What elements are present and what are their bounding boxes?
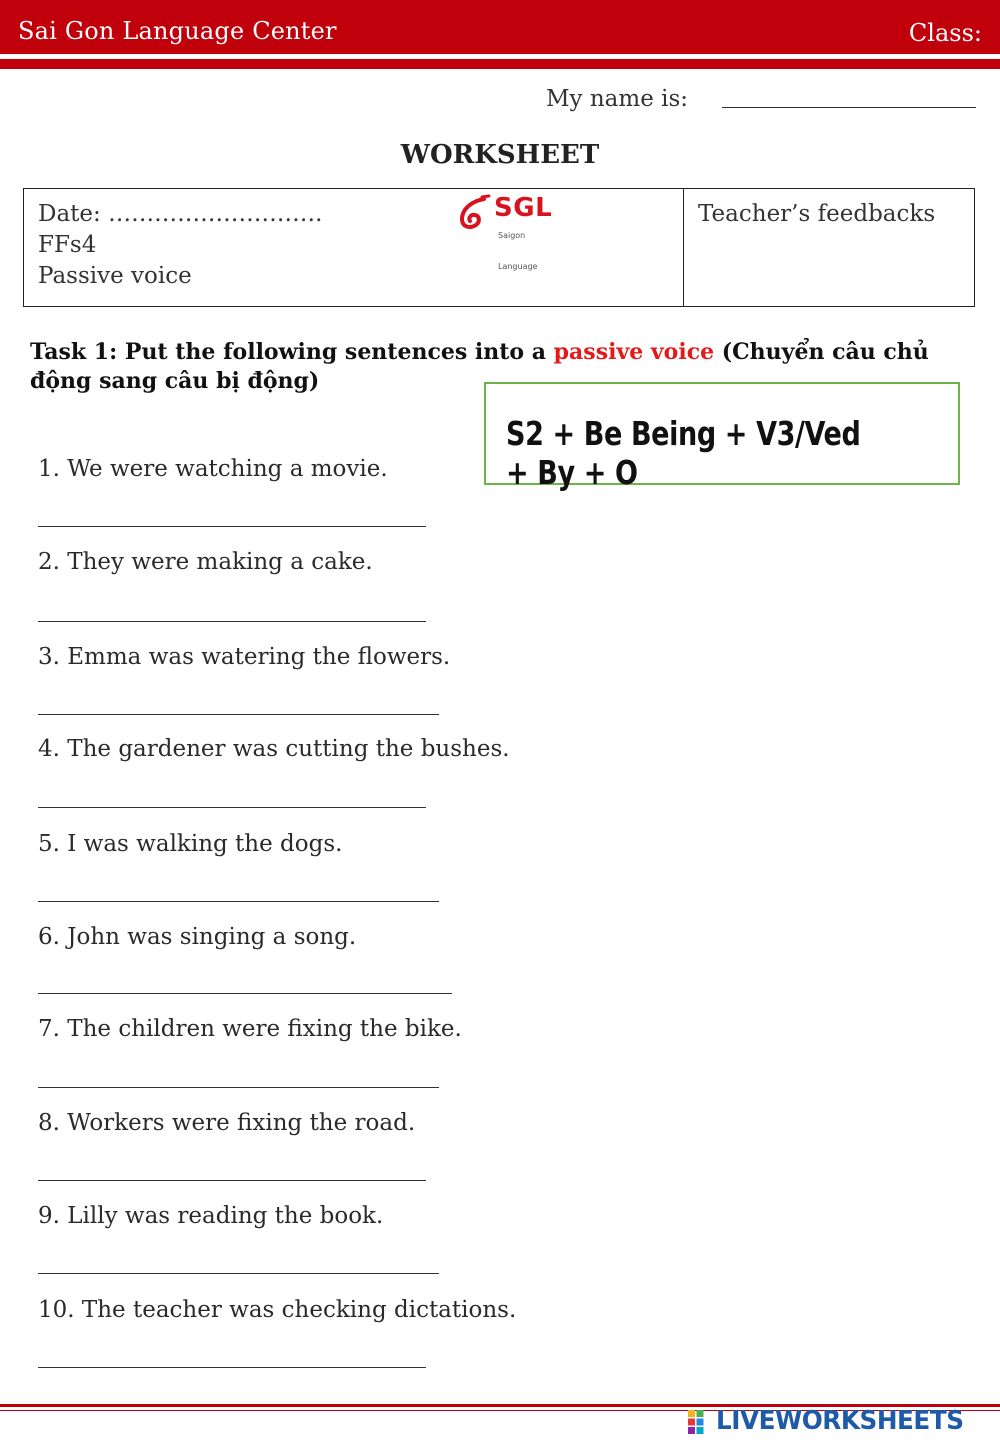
teacher-feedback-label: Teacher’s feedbacks [698,201,936,227]
answer-line[interactable] [38,1367,426,1368]
page-title: WORKSHEET [400,140,600,170]
task-prefix: Task 1: Put the following sentences into a [30,339,554,365]
exercise-item: 2. They were making a cake. [38,549,373,575]
exercise-item: 7. The children were fixing the bike. [38,1016,462,1042]
answer-line[interactable] [38,714,439,715]
exercise-item: 9. Lilly was reading the book. [38,1203,384,1229]
logo-text: SGL [494,193,553,223]
header-rule [0,59,1000,69]
answer-line[interactable] [38,807,426,808]
answer-line[interactable] [38,526,426,527]
liveworksheets-brand[interactable] [688,1404,988,1438]
exercise-item: 6. John was singing a song. [38,924,357,950]
center-name: Sai Gon Language Center [18,17,337,45]
topic-text: Passive voice [38,263,192,289]
info-left-cell [24,189,684,306]
class-label: Class: [908,19,982,47]
exercise-item: 1. We were watching a movie. [38,456,388,482]
exercise-item: 5. I was walking the dogs. [38,831,343,857]
header-bar [0,0,1000,54]
sgl-swirl-icon [454,193,494,233]
formula-text: S2 + Be Being + V3/Ved + By + O [506,414,861,492]
exercise-item: 4. The gardener was cutting the bushes. [38,736,510,762]
sgl-logo [454,193,564,271]
answer-line[interactable] [38,1273,439,1274]
answer-line[interactable] [38,1087,439,1088]
liveworksheets-icon [688,1410,712,1434]
info-table [23,188,975,307]
exercise-item: 10. The teacher was checking dictations. [38,1297,517,1323]
level-text: FFs4 [38,232,97,258]
answer-line[interactable] [38,901,439,902]
liveworksheets-text: LIVEWORKSHEETS [716,1406,964,1436]
answer-line[interactable] [38,1180,426,1181]
name-label: My name is: [546,86,689,112]
date-field: Date: ………………………. [38,201,323,227]
name-input-line[interactable] [722,107,976,108]
exercise-item: 3. Emma was watering the flowers. [38,644,451,670]
task-highlight: passive voice [553,339,715,365]
formula-box [484,382,960,492]
answer-line[interactable] [38,621,426,622]
task-suffix: (Chuyển câu chủ động sang câu bị động) [30,339,929,394]
exercise-item: 8. Workers were fixing the road. [38,1110,416,1136]
answer-line[interactable] [38,993,452,994]
logo-subtext: Saigon Language [498,231,538,271]
